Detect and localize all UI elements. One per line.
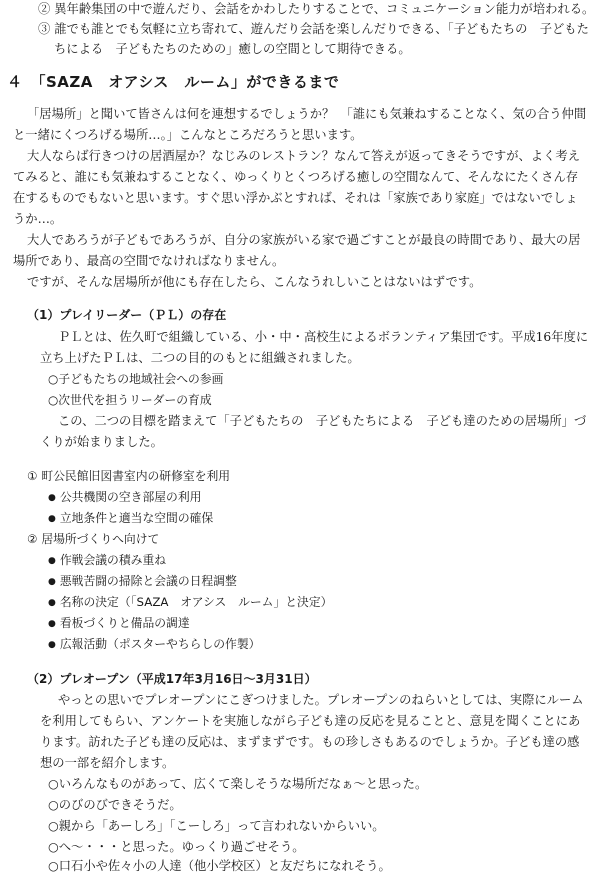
subsection-2-line: ります。訪れた子ども達の反応は、まずまずです。もの珍しさもあるのでしょうか。子ども達の感	[40, 735, 580, 749]
paragraph-line: てみると、誰にも気兼ねすることなく、ゆっくりとくつろげる癒しの空間なんて、そんなにたくさん存	[13, 170, 579, 184]
step-2-mark: ②	[27, 532, 38, 546]
paragraph-line: 場所であり、最高の空間でなければなりません。	[13, 254, 285, 268]
step-bullet: ● 公共機関の空き部屋の利用	[48, 488, 201, 509]
child-comment: ○口石小や佐々小の人達（他小学校区）と友だちになれそう。	[48, 859, 391, 873]
step-1	[27, 467, 230, 486]
paragraph-line: 「居場所」と聞いて皆さんは何を連想するでしょうか？ 「誰にも気兼ねすることなく、気の合う仲間	[27, 107, 587, 121]
paragraph-line: うか…。	[13, 212, 63, 226]
subsection-1-line: ＰＬとは、佐久町で組織している、小・中・高校生によるボランティア集団です。平成16年度に	[58, 330, 589, 344]
paragraph-line: 在するものでもないと思います。すぐ思い浮かぶとすれば、それは「家族であり家庭」ではないでしょ	[13, 191, 578, 205]
goal-item: ○次世代を担うリーダーの育成	[48, 393, 212, 407]
intro-item-3	[38, 20, 589, 39]
subsection-2-title: （2）プレオープン（平成17年3月16日～3月31日）	[27, 672, 317, 686]
intro-item-2	[38, 0, 594, 19]
subsection-1-line: 立ち上げたＰＬは、二つの目的のもとに組織されました。	[40, 351, 360, 365]
intro-item-3-cont: ちによる 子どもたちのための」癒しの空間として期待できる。	[54, 42, 411, 56]
step-bullet: ● 悪戦苦闘の掃除と会議の日程調整	[48, 572, 237, 593]
step-1-text: 町公民館旧図書室内の研修室を利用	[41, 469, 231, 483]
subsection-1-line: くりが始まりました。	[40, 435, 163, 449]
step-bullet: ● 看板づくりと備品の調達	[48, 614, 190, 635]
section-4-title: ４ 「SAZA オアシス ルーム」ができるまで	[7, 73, 340, 91]
intro-item-2-text: 異年齢集団の中で遊んだり、会話をかわしたりすることで、コミュニケーション能力が培われる。	[54, 2, 595, 16]
step-bullet: ● 立地条件と適当な空間の確保	[48, 509, 213, 530]
subsection-2-line: やっとの思いでプレオープンにこぎつけました。プレオープンのねらいとしては、実際にルーム	[58, 693, 584, 707]
child-comment: ○のびのびできそうだ。	[48, 798, 182, 812]
step-bullet: ● 名称の決定（「SAZA オアシス ルーム」と決定）	[48, 593, 332, 614]
subsection-2-line: を利用してもらい、アンケートを実施しながら子ども達の反応を見ることと、意見を聞くことにあ	[40, 714, 581, 728]
step-1-mark: ①	[27, 469, 38, 483]
step-bullet: ● 作戦会議の積み重ね	[48, 551, 166, 572]
step-bullet: ● 広報活動（ポスターやちらしの作製）	[48, 635, 260, 656]
goal-item: ○子どもたちの地域社会への参画	[48, 372, 224, 386]
subsection-1-line: この、二つの目標を踏まえて「子どもたちの 子どもたちによる 子ども達のための居場所」づ	[58, 414, 587, 428]
paragraph-line: ですが、そんな居場所が他にも存在したら、こんなうれしいことはないはずです。	[27, 275, 482, 289]
paragraph-line: と一緒にくつろげる場所…。」こんなところだろうと思います。	[13, 128, 363, 142]
intro-item-2-mark: ②	[38, 2, 51, 16]
subsection-2-line: 想の一部を紹介します。	[40, 756, 175, 770]
paragraph-line: 大人ならば行きつけの居酒屋か？なじみのレストラン？なんて答えが返ってきそうですが、よく考え	[27, 149, 580, 163]
step-2-text: 居場所づくりへ向けて	[41, 532, 160, 546]
intro-item-3-mark: ③	[38, 22, 51, 36]
subsection-1-title: （1）プレイリーダー（ＰＬ）の存在	[27, 308, 227, 322]
intro-item-3-text: 誰でも誰とでも気軽に立ち寄れて、遊んだり会話を楽しんだりできる、「子どもたちの 子どもた	[54, 22, 589, 36]
step-2	[27, 530, 159, 549]
child-comment: ○親から「あーしろ」「こーしろ」って言われないからいい。	[48, 819, 385, 833]
child-comment: ○いろんなものがあって、広くて楽しそうな場所だなぁ～と思った。	[48, 777, 428, 791]
child-comment: ○へ～・・・と思った。ゆっくり過ごせそう。	[48, 840, 305, 854]
paragraph-line: 大人であろうが子どもであろうが、自分の家族がいる家で過ごすことが最良の時間であり、最大の居	[27, 233, 581, 247]
